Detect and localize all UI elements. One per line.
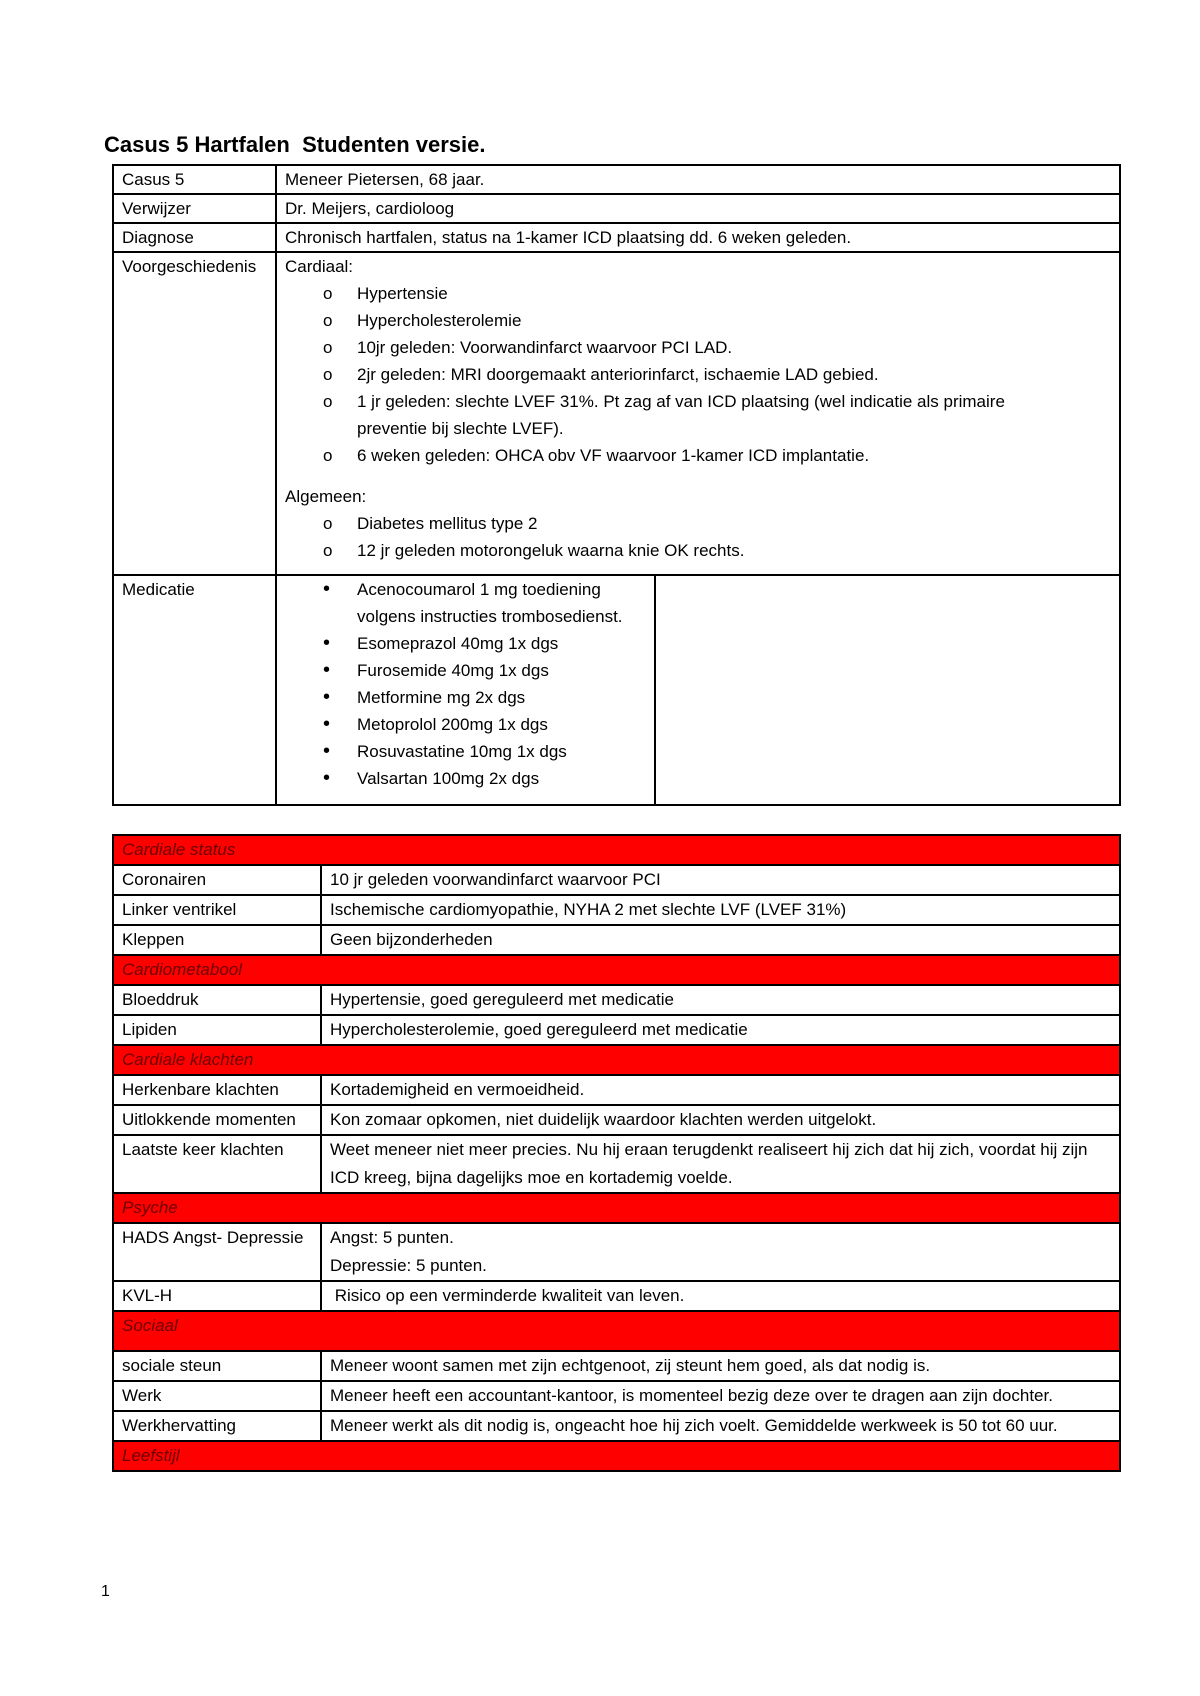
table-row xyxy=(113,1105,1120,1135)
table-row xyxy=(113,1135,1120,1193)
kvl-value: Risico op een verminderde kwaliteit van leven. xyxy=(321,1281,1120,1311)
list-item: • Acenocoumarol 1 mg toediening volgens instructies trombosedienst. xyxy=(285,576,650,630)
coronairen-value: 10 jr geleden voorwandinfarct waarvoor PCI xyxy=(321,865,1120,895)
section-row xyxy=(113,1045,1120,1075)
hads-value xyxy=(321,1223,1120,1281)
laatste-keer-value: Weet meneer niet meer precies. Nu hij eraan terugdenkt realiseert hij zich dat hij zich, voordat hij zijn ICD kreeg, bijna dagelijks moe en kortademig voelde. xyxy=(321,1135,1120,1193)
sociale-steun-label: sociale steun xyxy=(113,1351,321,1381)
cardiaal-heading: Cardiaal: xyxy=(285,257,354,276)
uitlokkende-momenten-label: Uitlokkende momenten xyxy=(113,1105,321,1135)
list-item: o 2jr geleden: MRI doorgemaakt anteriorinfarct, ischaemie LAD gebied. xyxy=(285,361,1111,388)
section-header-cardiale-status: Cardiale status xyxy=(113,835,1120,865)
bloeddruk-value: Hypertensie, goed gereguleerd met medicatie xyxy=(321,985,1120,1015)
list-item: o Hypercholesterolemie xyxy=(285,307,1111,334)
table-row xyxy=(113,925,1120,955)
table-row xyxy=(113,1351,1120,1381)
uitlokkende-momenten-value: Kon zomaar opkomen, niet duidelijk waardoor klachten werden uitgelokt. xyxy=(321,1105,1120,1135)
table-row xyxy=(113,1381,1120,1411)
kvl-label: KVL-H xyxy=(113,1281,321,1311)
lipiden-label: Lipiden xyxy=(113,1015,321,1045)
table-row xyxy=(113,1015,1120,1045)
page-number: 1 xyxy=(101,1583,110,1600)
list-item: o Hypertensie xyxy=(285,280,1111,307)
werkhervatting-value: Meneer werkt als dit nodig is, ongeacht hoe hij zich voelt. Gemiddelde werkweek is 50 tot 60 uur. xyxy=(321,1411,1120,1441)
table-row xyxy=(113,1411,1120,1441)
status-table xyxy=(112,834,1121,1472)
table-row xyxy=(113,985,1120,1015)
section-row xyxy=(113,835,1120,865)
list-item: o 6 weken geleden: OHCA obv VF waarvoor 1-kamer ICD implantatie. xyxy=(285,442,1111,469)
cardiaal-list xyxy=(285,280,1111,469)
algemeen-heading: Algemeen: xyxy=(285,487,367,506)
section-row xyxy=(113,1311,1120,1351)
section-row xyxy=(113,955,1120,985)
medicatie-label: Medicatie xyxy=(113,575,276,805)
list-item: o 1 jr geleden: slechte LVEF 31%. Pt zag af van ICD plaatsing (wel indicatie als primaire preventie bij slechte LVEF). xyxy=(285,388,1111,442)
algemeen-list xyxy=(285,510,1111,564)
medicatie-empty-cell xyxy=(655,575,1120,805)
patient-info-table xyxy=(112,164,1121,806)
werk-value: Meneer heeft een accountant-kantoor, is momenteel bezig deze over te dragen aan zijn dochter. xyxy=(321,1381,1120,1411)
section-header-sociaal: Sociaal xyxy=(113,1311,1120,1351)
table-row xyxy=(113,194,1120,223)
laatste-keer-label: Laatste keer klachten xyxy=(113,1135,321,1193)
linker-ventrikel-value: Ischemische cardiomyopathie, NYHA 2 met slechte LVF (LVEF 31%) xyxy=(321,895,1120,925)
bloeddruk-label: Bloeddruk xyxy=(113,985,321,1015)
voorgeschiedenis-value xyxy=(276,252,1120,575)
table-row xyxy=(113,1223,1120,1281)
list-item: • Esomeprazol 40mg 1x dgs xyxy=(285,630,650,657)
verwijzer-value: Dr. Meijers, cardioloog xyxy=(276,194,1120,223)
medicatie-value xyxy=(276,575,655,805)
list-item: • Valsartan 100mg 2x dgs xyxy=(285,765,650,792)
page-title: Casus 5 Hartfalen Studenten versie. xyxy=(104,132,486,157)
table-row xyxy=(113,1281,1120,1311)
table-row xyxy=(113,575,1120,805)
list-item: • Metformine mg 2x dgs xyxy=(285,684,650,711)
table-row xyxy=(113,223,1120,252)
section-header-leefstijl: Leefstijl xyxy=(113,1441,1120,1471)
casus-value: Meneer Pietersen, 68 jaar. xyxy=(276,165,1120,194)
kleppen-value: Geen bijzonderheden xyxy=(321,925,1120,955)
list-item: o 10jr geleden: Voorwandinfarct waarvoor PCI LAD. xyxy=(285,334,1111,361)
section-header-psyche: Psyche xyxy=(113,1193,1120,1223)
herkenbare-klachten-value: Kortademigheid en vermoeidheid. xyxy=(321,1075,1120,1105)
list-item: • Metoprolol 200mg 1x dgs xyxy=(285,711,650,738)
section-row xyxy=(113,1193,1120,1223)
werkhervatting-label: Werkhervatting xyxy=(113,1411,321,1441)
table-row xyxy=(113,865,1120,895)
linker-ventrikel-label: Linker ventrikel xyxy=(113,895,321,925)
werk-label: Werk xyxy=(113,1381,321,1411)
verwijzer-label: Verwijzer xyxy=(113,194,276,223)
list-item: o 12 jr geleden motorongeluk waarna knie OK rechts. xyxy=(285,537,1111,564)
lipiden-value: Hypercholesterolemie, goed gereguleerd met medicatie xyxy=(321,1015,1120,1045)
list-item: • Rosuvastatine 10mg 1x dgs xyxy=(285,738,650,765)
section-row xyxy=(113,1441,1120,1471)
diagnose-label: Diagnose xyxy=(113,223,276,252)
sociale-steun-value: Meneer woont samen met zijn echtgenoot, zij steunt hem goed, als dat nodig is. xyxy=(321,1351,1120,1381)
hads-label: HADS Angst- Depressie xyxy=(113,1223,321,1281)
list-item: • Furosemide 40mg 1x dgs xyxy=(285,657,650,684)
kleppen-label: Kleppen xyxy=(113,925,321,955)
section-header-cardiale-klachten: Cardiale klachten xyxy=(113,1045,1120,1075)
diagnose-value: Chronisch hartfalen, status na 1-kamer ICD plaatsing dd. 6 weken geleden. xyxy=(276,223,1120,252)
hads-angst: Angst: 5 punten. xyxy=(330,1228,454,1247)
casus-label: Casus 5 xyxy=(113,165,276,194)
section-header-cardiometabool: Cardiometabool xyxy=(113,955,1120,985)
hads-depressie: Depressie: 5 punten. xyxy=(330,1256,487,1275)
coronairen-label: Coronairen xyxy=(113,865,321,895)
herkenbare-klachten-label: Herkenbare klachten xyxy=(113,1075,321,1105)
table-row xyxy=(113,252,1120,575)
table-row xyxy=(113,165,1120,194)
voorgeschiedenis-label: Voorgeschiedenis xyxy=(113,252,276,575)
table-row xyxy=(113,895,1120,925)
list-item: o Diabetes mellitus type 2 xyxy=(285,510,1111,537)
table-row xyxy=(113,1075,1120,1105)
medicatie-list xyxy=(285,576,650,792)
